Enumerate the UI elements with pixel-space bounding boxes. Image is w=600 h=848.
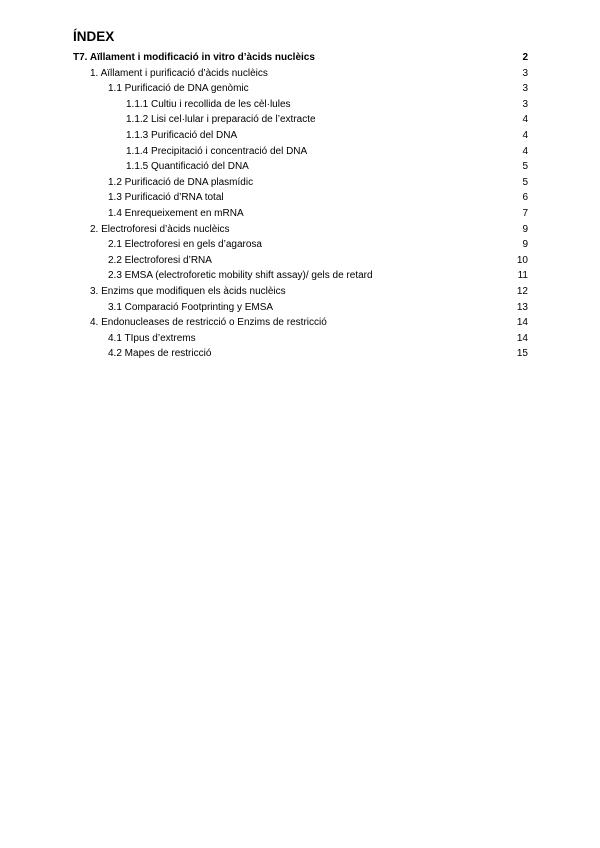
- toc-entry[interactable]: [73, 175, 528, 191]
- toc-entry[interactable]: [73, 300, 528, 316]
- toc-page-number: 9: [522, 239, 528, 251]
- toc-page-number: 6: [522, 192, 528, 204]
- toc-page-number: 11: [517, 270, 528, 282]
- toc-page-number: 5: [522, 161, 528, 173]
- toc-entry[interactable]: [73, 331, 528, 347]
- toc-page-number: 7: [522, 207, 528, 219]
- toc-entry-label: 2. Electroforesi d’àcids nuclèics: [90, 223, 230, 235]
- toc-page-number: 2: [522, 52, 528, 63]
- toc-entry-label: 1.1.5 Quantificació del DNA: [126, 161, 249, 173]
- toc-entry-label: 1.1.1 Cultiu i recollida de les cèl·lules: [126, 98, 291, 110]
- toc-page-number: 4: [522, 114, 528, 126]
- toc-page-number: 4: [522, 129, 528, 141]
- toc-page-number: 15: [516, 348, 528, 360]
- toc-entry[interactable]: [73, 206, 528, 222]
- toc-entry[interactable]: [73, 253, 528, 269]
- toc-entry[interactable]: [73, 346, 528, 362]
- toc-entry[interactable]: [73, 237, 528, 253]
- toc-entry[interactable]: [73, 222, 528, 238]
- toc-entry-label: 2.2 Electroforesi d’RNA: [108, 254, 212, 266]
- table-of-contents: [73, 50, 528, 362]
- toc-page-number: 9: [522, 223, 528, 235]
- toc-page-number: 4: [522, 145, 528, 157]
- toc-entry-label: 1.2 Purificació de DNA plasmídic: [108, 176, 254, 188]
- toc-entry[interactable]: [73, 81, 528, 97]
- toc-entry[interactable]: [73, 190, 528, 206]
- index-title: ÍNDEX: [73, 29, 115, 44]
- toc-entry-label: 1.1.2 Lisi cel·lular i preparació de l’extracte: [126, 114, 316, 126]
- toc-entry[interactable]: [73, 315, 528, 331]
- toc-page-number: 14: [516, 332, 528, 344]
- toc-entry[interactable]: [73, 268, 528, 284]
- toc-entry[interactable]: [73, 284, 528, 300]
- toc-entry[interactable]: [73, 97, 528, 113]
- toc-page-number: 3: [522, 83, 528, 95]
- toc-entry-label: 4.1 TIpus d’extrems: [108, 332, 196, 344]
- toc-entry[interactable]: [73, 128, 528, 144]
- toc-entry[interactable]: [73, 112, 528, 128]
- toc-page-number: 10: [516, 254, 528, 266]
- toc-entry-label: 1. Aïllament i purificació d’àcids nuclèics: [90, 67, 268, 79]
- toc-page-number: 5: [522, 176, 528, 188]
- toc-entry[interactable]: [73, 159, 528, 175]
- toc-entry-label: 1.4 Enrequeixement en mRNA: [108, 207, 244, 219]
- toc-entry[interactable]: [73, 50, 528, 66]
- toc-entry-label: 1.1 Purificació de DNA genòmic: [108, 83, 249, 95]
- toc-entry[interactable]: [73, 66, 528, 82]
- toc-page-number: 12: [516, 285, 528, 297]
- toc-page-number: 3: [522, 67, 528, 79]
- toc-entry-label: 4. Endonucleases de restricció o Enzims de restricció: [90, 317, 327, 329]
- toc-page-number: 3: [522, 98, 528, 110]
- toc-entry-label: 3.1 Comparació Footprinting y EMSA: [108, 301, 274, 313]
- toc-entry-label: 4.2 Mapes de restricció: [108, 348, 212, 360]
- toc-entry-label: 2.1 Electroforesi en gels d’agarosa: [108, 239, 262, 251]
- toc-entry-label: 1.1.3 Purificació del DNA: [126, 129, 238, 141]
- toc-entry[interactable]: [73, 144, 528, 160]
- toc-entry-label: 1.1.4 Precipitació i concentració del DNA: [126, 145, 308, 157]
- toc-page-number: 13: [516, 301, 528, 313]
- toc-entry-label: 3. Enzims que modifiquen els àcids nuclèics: [90, 285, 286, 297]
- toc-entry-label: T7. Aïllament i modificació in vitro d’àcids nuclèics: [73, 52, 315, 63]
- toc-entry-label: 1.3 Purificació d’RNA total: [108, 192, 224, 204]
- toc-entry-label: 2.3 EMSA (electroforetic mobility shift assay)/ gels de retard: [108, 270, 373, 282]
- toc-page-number: 14: [516, 317, 528, 329]
